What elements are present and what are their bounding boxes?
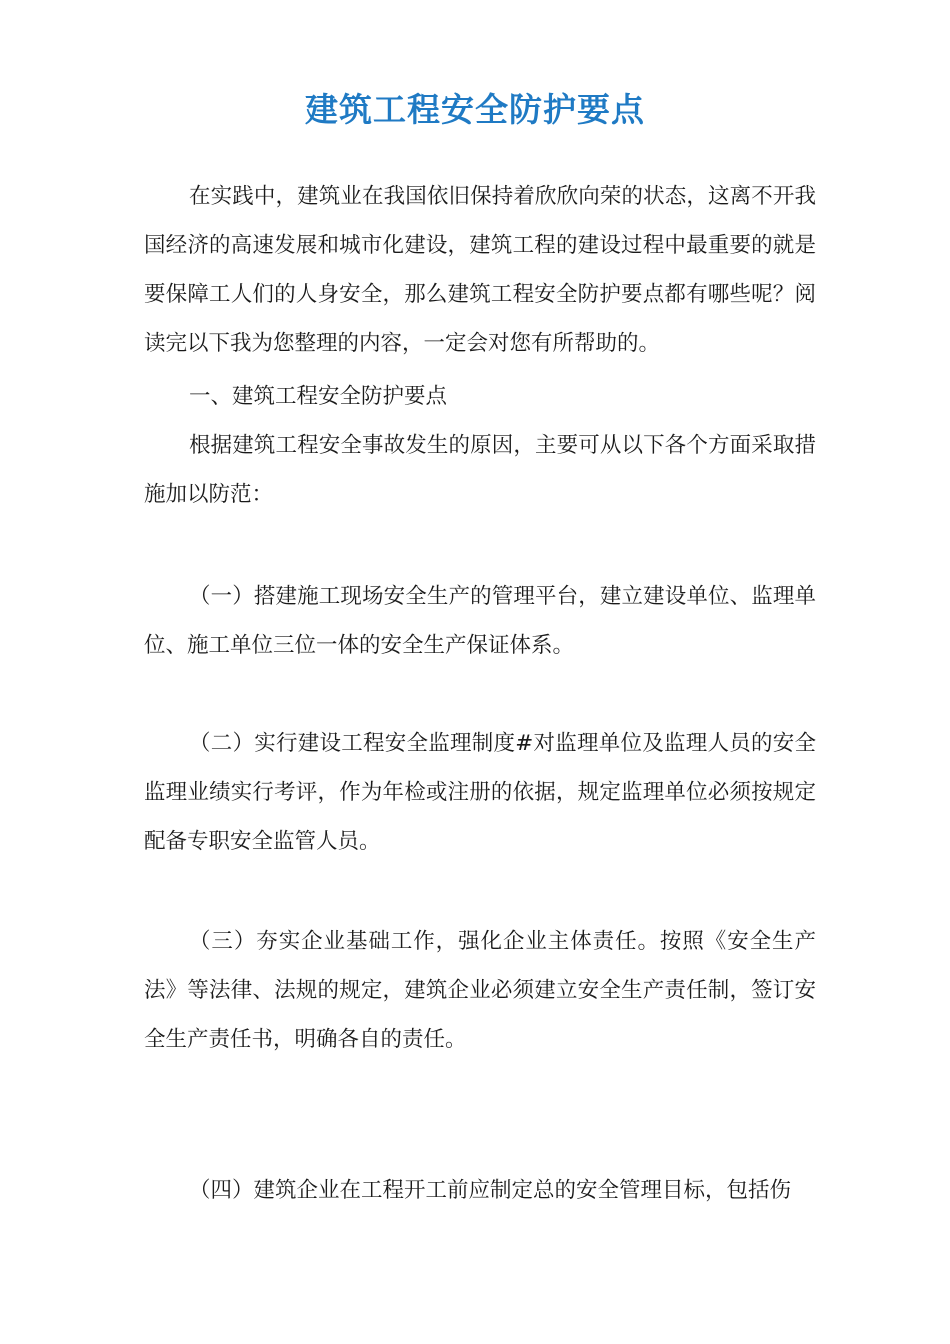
list-item-1: （一）搭建施工现场安全生产的管理平台，建立建设单位、监理单位、施工单位三位一体的安全生产保证体系。	[144, 584, 816, 658]
list-item-2: （二）实行建设工程安全监理制度#对监理单位及监理人员的安全监理业绩实行考评，作为年检或注册的依据，规定监理单位必须按规定配备专职安全监管人员。	[144, 731, 816, 854]
document-title: 建筑工程安全防护要点	[305, 90, 645, 129]
intro-paragraph: 在实践中，建筑业在我国依旧保持着欣欣向荣的状态，这离不开我国经济的高速发展和城市化建设，建筑工程的建设过程中最重要的就是要保障工人们的人身安全，那么建筑工程安全防护要点都有哪些呢？阅读完以下我为您整理的内容，一定会对您有所帮助的。	[144, 184, 816, 356]
list-item-4: （四）建筑企业在工程开工前应制定总的安全管理目标，包括伤	[189, 1178, 792, 1203]
basis-paragraph: 根据建筑工程安全事故发生的原因，主要可从以下各个方面采取措施加以防范：	[144, 433, 816, 507]
list-item-3: （三）夯实企业基础工作，强化企业主体责任。按照《安全生产法》等法律、法规的规定，建筑企业必须建立安全生产责任制，签订安全生产责任书，明确各自的责任。	[144, 929, 816, 1052]
section-heading: 一、建筑工程安全防护要点	[189, 384, 448, 409]
